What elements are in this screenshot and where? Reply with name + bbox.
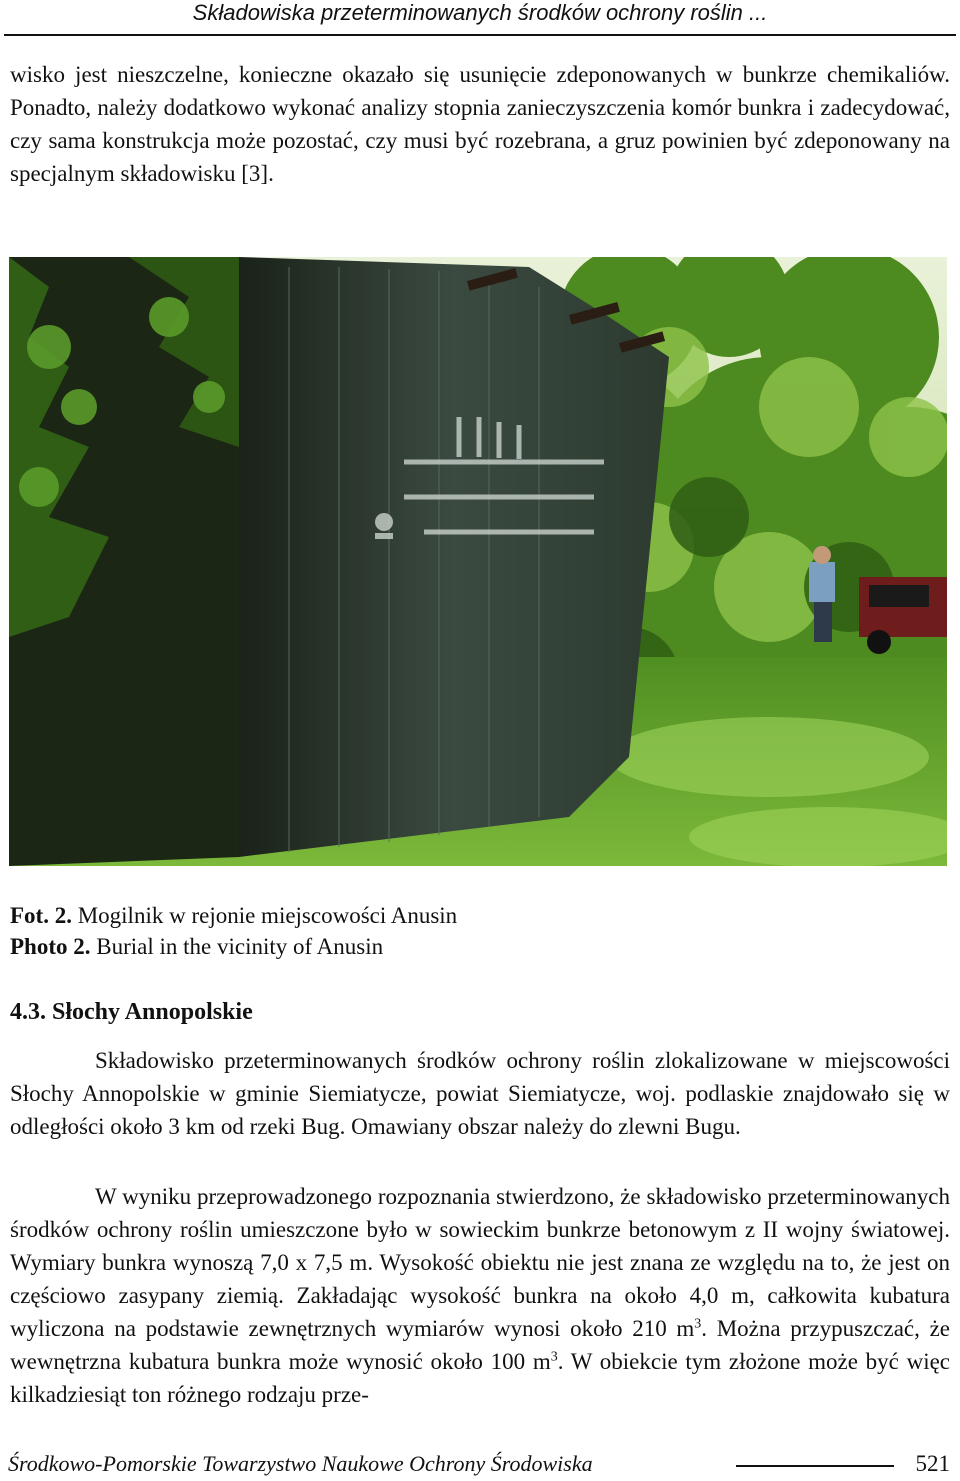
caption-text-pl: Mogilnik w rejonie miejscowości Anusin	[71, 903, 458, 928]
superscript-cubic-1: 3	[694, 1316, 702, 1332]
caption-label-pl: Fot. 2.	[10, 903, 72, 928]
caption-text-en: Burial in the vicinity of Anusin	[90, 934, 384, 959]
paragraph-site-location: Składowisko przeterminowanych środków ochrony roślin zlokalizowane w miejscowości Słochy Annopolskie w gminie Siemiatycze, powiat Siemiatycze, woj. podlaskie znajdowało się w odległości około 3 km od rzeki Bug. Omawiany obszar należy do zlewni Bugu.	[10, 1048, 950, 1139]
header-rule	[4, 34, 956, 36]
photo-caption-en	[10, 932, 383, 962]
bunker-text-part-1: W wyniku przeprowadzonego rozpoznania stwierdzono, że składowisko przeterminowanych środków ochrony roślin umieszczone było w sowieckim bunkrze betonowym z II wojny światowej. Wymiary bunkra wynoszą 7,0 x 7,5 m. Wysokość obiektu nie jest znana ze względu na to, że jest on częściowo zasypany ziemią. Zakładając wysokość bunkra na około 4,0 m, całkowita kubatura wyliczona na podstawie zewnętrznych wymiarów wynosi około 210 m	[10, 1184, 950, 1341]
paragraph-bunker-analysis: wisko jest nieszczelne, konieczne okazało się usunięcie zdeponowanych w bunkrze chemikaliów. Ponadto, należy dodatkowo wykonać analizy stopnia zanieczyszczenia komór bunkra i zadecydować, czy sama konstrukcja może pozostać, czy musi być rozebrana, a gruz powinien być zdeponowany na specjalnym składowisku [3].	[10, 62, 950, 186]
page-number: 521	[915, 1451, 950, 1476]
photo-bunker-anusin	[9, 257, 947, 866]
photo-caption-pl	[10, 901, 457, 931]
header-title: Składowiska przeterminowanych środków ochrony roślin ...	[192, 0, 768, 25]
bunker-text-part-2: . Można przypuszczać, że wewnętrzna kubatura bunkra może wynosić około 100 m	[10, 1316, 950, 1374]
page-footer	[0, 1450, 960, 1481]
running-header	[0, 0, 960, 36]
photo-illustration	[9, 257, 947, 866]
superscript-cubic-2: 3	[550, 1349, 558, 1365]
footer-rule	[736, 1465, 894, 1467]
section-heading: 4.3. Słochy Annopolskie	[10, 999, 253, 1025]
bunker-text-part-3: . W obiekcie tym złożone może być więc kilkadziesiąt ton różnego rodzaju prze-	[10, 1349, 951, 1407]
footer-publisher: Środkowo-Pomorskie Towarzystwo Naukowe Ochrony Środowiska	[8, 1451, 593, 1476]
paragraph-bunker-description	[10, 1180, 950, 1411]
caption-label-en: Photo 2.	[10, 934, 91, 959]
